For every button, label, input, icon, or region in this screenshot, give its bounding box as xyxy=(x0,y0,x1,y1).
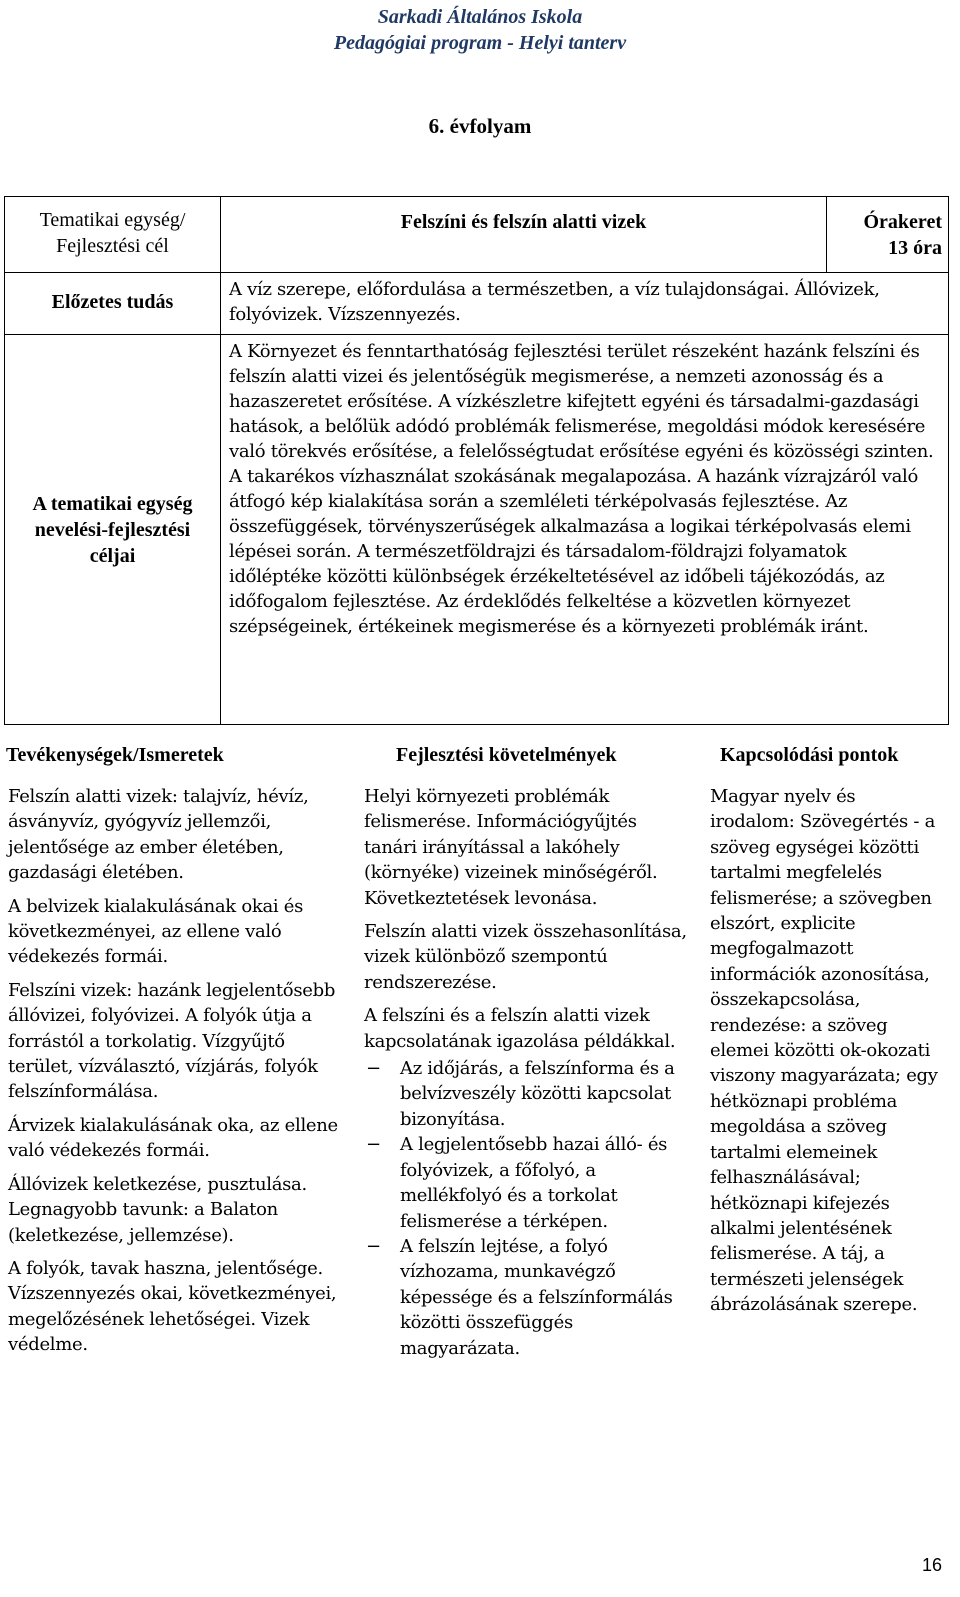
activity-paragraph: Állóvizek keletkezése, pusztulása. Legnagyobb tavunk: a Balaton (keletkezése, jellemzése). xyxy=(8,1173,307,1246)
connections-text: Magyar nyelv és irodalom: Szövegértés - a szöveg egységei közötti tartalmi megfelelés felismerése; a szövegben elszórt, explicite megfogalmazott információk azonosítása, összekapcsolása, rendezése: a szöveg elemei közötti ok-okozati viszony magyarázata; egy hétköznapi probléma megoldása a szöveg tartalmi elemeinek felhasználásával; hétköznapi kifejezés alkalmi jelentésének felismerése. A táj, a természeti jelenségek ábrázolásának szerepe. xyxy=(710,786,938,1316)
goals-text: A Környezet és fenntarthatóság fejlesztési terület részeként hazánk felszíni és felszín alatti vizei és jelentőségük megismerése, a nemzeti azonosság és a hazaszeretet erősítése. A vízkészletre kifejtett egyéni és társadalmi-gazdasági hatások, a belőlük adódó problémák felismerése, megoldási módok keresésére való törekvés erősítése, a felelősségtudat erősítése egyéni és közösségi szinten. A takarékos vízhasználat szokásának megalapozása. A hazánk vízrajzáról való átfogó kép kialakítása során a szemléleti térképolvasás fejlesztése. Az összefüggések, törvényszerűségek alkalmazása a logikai térképolvasás elemi lépései során. A természetföldrajzi és társadalom-földrajzi folyamatok időléptéke közötti különbségek érzékeltetésével az időbeli tájékozódás, az időfogalom fejlesztése. Az érdeklődés felkeltése a közvetlen környezet szépségeinek, értékeinek megismerése és a környezeti problémák iránt. xyxy=(221,335,949,725)
goals-label-cell xyxy=(5,335,221,725)
requirement-paragraph: A felszíni és a felszín alatti vizek kapcsolatának igazolása példákkal. xyxy=(364,1005,676,1052)
requirement-bullet: − A felszín lejtése, a folyó vízhozama, munkavégző képessége és a felszínformálás közötti összefüggés magyarázata. xyxy=(364,1234,694,1361)
time-cell xyxy=(827,197,949,273)
document-header xyxy=(0,4,960,56)
grade-title: 6. évfolyam xyxy=(428,114,532,138)
topic-label-cell xyxy=(5,197,221,273)
activity-paragraph: A belvizek kialakulásának okai és következményei, az ellene való védekezés formái. xyxy=(8,895,304,968)
page-number: 16 xyxy=(921,1555,942,1575)
col-requirements-title: Fejlesztési követelmények xyxy=(396,744,617,766)
col-activities-title: Tevékenységek/Ismeretek xyxy=(6,744,224,766)
activity-paragraph: Felszín alatti vizek: talajvíz, hévíz, ásványvíz, gyógyvíz jellemzői, jelentősége az ember életében, gazdasági életében. xyxy=(8,786,309,884)
connections-column xyxy=(710,784,942,1326)
prior-label: Előzetes tudás xyxy=(5,273,221,335)
requirement-bullet: − Az időjárás, a felszínforma és a belvízveszély közötti kapcsolat bizonyítása. xyxy=(364,1056,694,1132)
requirement-paragraph: Felszín alatti vizek összehasonlítása, vizek különböző szempontú rendszerezése. xyxy=(364,921,687,993)
time-label: Órakeret xyxy=(863,211,942,233)
activity-paragraph: A folyók, tavak haszna, jelentősége. Vízszennyezés okai, következményei, megelőzésének lehetőségei. Vizek védelme. xyxy=(8,1257,337,1356)
activity-paragraph: Felszíni vizek: hazánk legjelentősebb állóvizei, folyóvizei. A folyók útja a forrástól a torkolatig. Vízgyűjtő terület, vízválasztó, vízjárás, folyók felszínformálása. xyxy=(8,979,336,1103)
columns-header xyxy=(4,742,948,772)
school-name: Sarkadi Általános Iskola xyxy=(377,6,583,28)
program-name: Pedagógiai program - Helyi tanterv xyxy=(333,32,627,54)
requirements-column xyxy=(364,784,694,1361)
topic-title: Felszíni és felszín alatti vizek xyxy=(221,197,827,273)
col-connections-title: Kapcsolódási pontok xyxy=(720,744,899,766)
time-value: 13 óra xyxy=(888,237,942,259)
requirement-paragraph: Helyi környezeti problémák felismerése. Információgyűjtés tanári irányítással a lakóhely (környéke) vizeinek minőségéről. Következtetések levonása. xyxy=(364,786,658,909)
requirement-list xyxy=(364,1056,694,1361)
prior-knowledge: A víz szerepe, előfordulása a természetben, a víz tulajdonságai. Állóvizek, folyóvizek. Vízszennyezés. xyxy=(221,273,949,335)
requirement-bullet: − A legjelentősebb hazai álló- és folyóvizek, a főfolyó, a mellékfolyó és a torkolat felismerése a térképen. xyxy=(364,1132,694,1234)
topic-label: Tematikai egység/ Fejlesztési cél xyxy=(39,209,186,257)
topic-table xyxy=(4,196,949,725)
activities-column xyxy=(8,784,348,1366)
activity-paragraph: Árvizek kialakulásának oka, az ellene való védekezés formái. xyxy=(8,1114,338,1162)
goals-label: A tematikai egység nevelési-fejlesztési céljai xyxy=(32,492,193,567)
